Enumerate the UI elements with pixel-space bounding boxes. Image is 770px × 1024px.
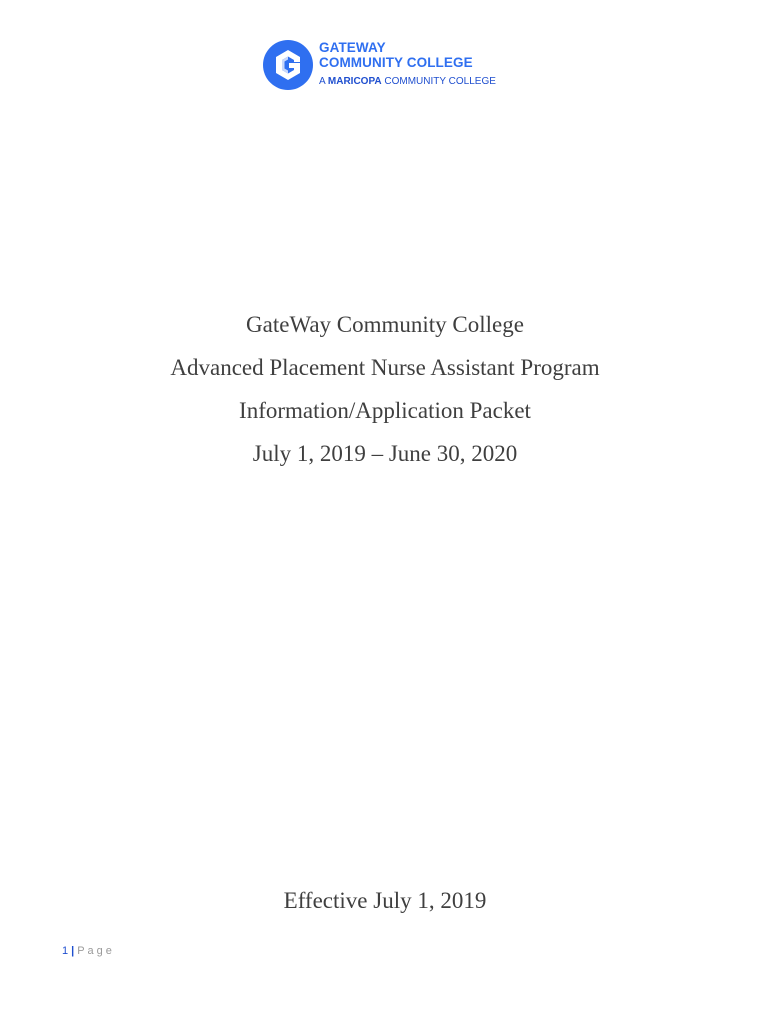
title-college-name: GateWay Community College	[246, 312, 524, 337]
logo-tagline-prefix: A	[319, 76, 328, 87]
gateway-g-icon	[263, 40, 313, 90]
title-block	[0, 307, 770, 479]
logo-tagline	[319, 76, 496, 88]
title-packet-name: Information/Application Packet	[239, 398, 531, 423]
title-program-name: Advanced Placement Nurse Assistant Program	[170, 355, 600, 380]
logo-tagline-maricopa: MARICOPA	[327, 76, 382, 87]
logo-tagline-suffix: COMMUNITY COLLEGE	[381, 76, 496, 87]
college-logo	[263, 38, 513, 92]
page-footer	[62, 944, 115, 958]
effective-date: Effective July 1, 2019	[283, 888, 487, 913]
footer-separator: |	[71, 945, 75, 957]
title-date-range: July 1, 2019 – June 30, 2020	[252, 441, 518, 466]
page-number: 1	[62, 945, 69, 957]
footer-page-word: Page	[77, 945, 115, 957]
logo-community-college-text: COMMUNITY COLLEGE	[319, 55, 473, 70]
logo-gateway-text: GATEWAY	[319, 40, 386, 55]
